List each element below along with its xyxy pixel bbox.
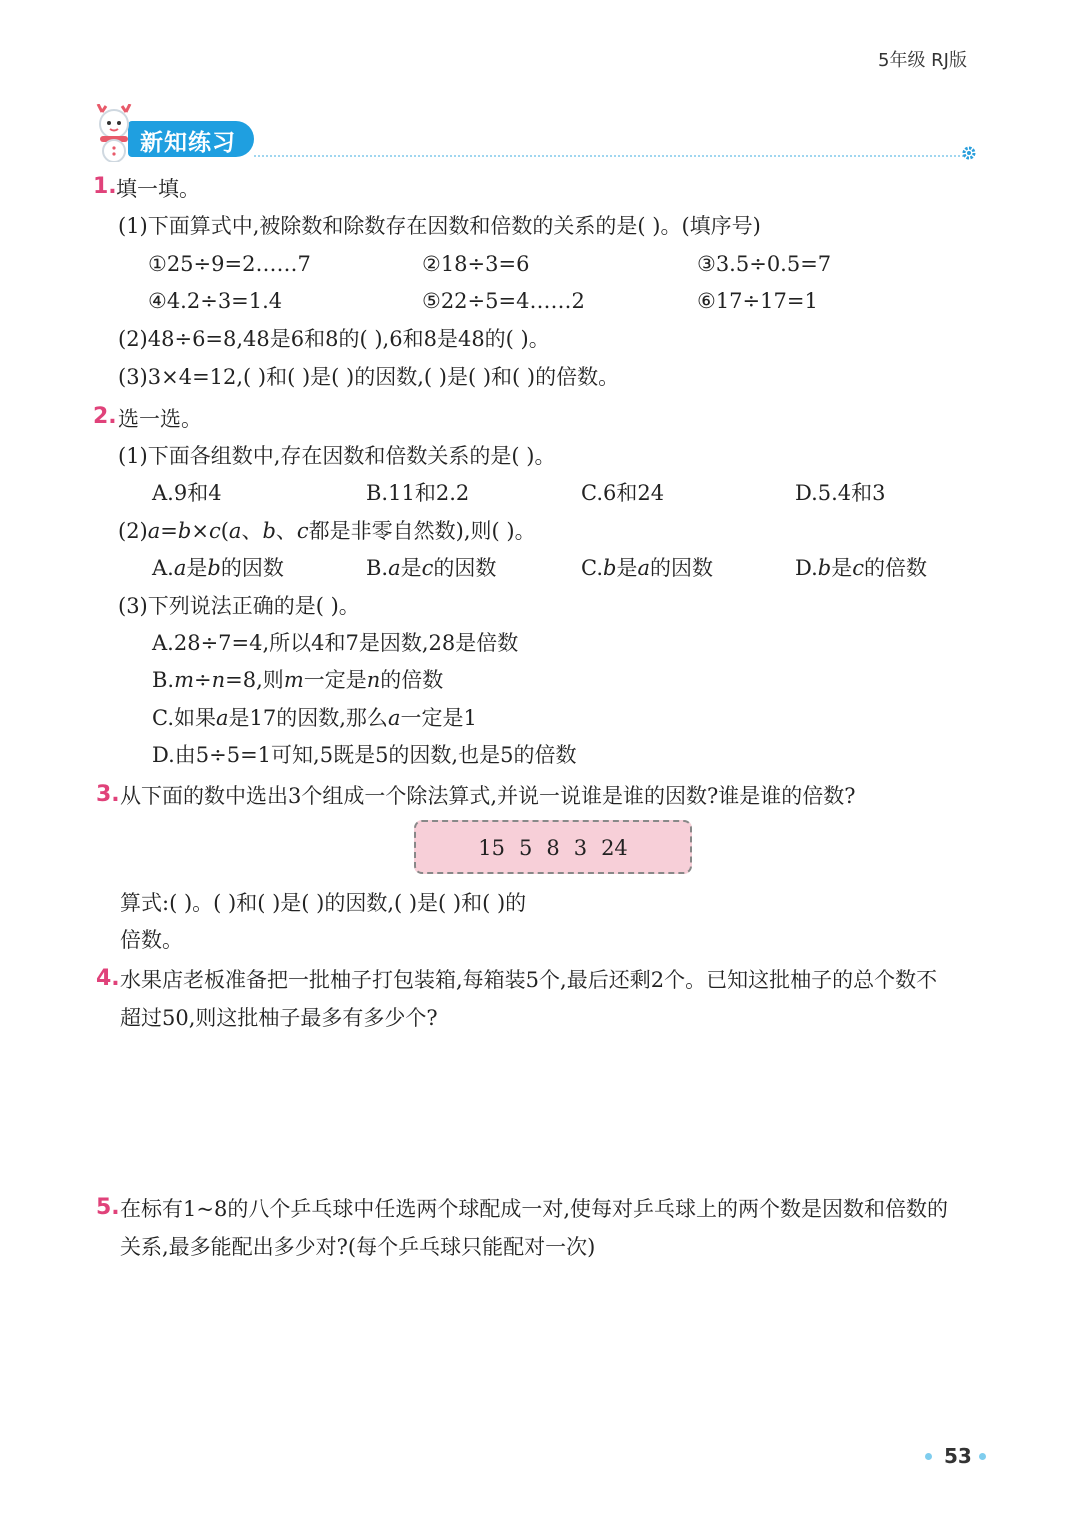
q2-option: D.5.4和3 [795,481,886,505]
q2-option: B.11和2.2 [366,481,470,505]
q5-text: 在标有1~8的八个乒乓球中任选两个球配成一对,使每对乒乓球上的两个数是因数和倍数的 [120,1197,948,1221]
q1-option: ④4.2÷3=1.4 [148,289,283,313]
question-number-3: 3. [96,782,120,807]
page-dot [925,1453,932,1460]
q3-answer-line: 倍数。 [120,928,183,952]
question-number-5: 5. [96,1195,120,1220]
number-item: 3 [573,836,588,860]
q1-part2: (2)48÷6=8,48是6和8的( ),6和8是48的( )。 [118,327,550,351]
number-list [414,834,692,862]
q2-title: 选一选。 [118,407,202,431]
q2-option: C.b是a的因数 [581,556,713,580]
q2-statement: C.如果a是17的因数,那么a一定是1 [152,706,477,730]
q3-answer-line: 算式:( )。( )和( )是( )的因数,( )是( )和( )的 [120,891,527,915]
section-title: 新知练习 [140,130,236,156]
q2-part1: (1)下面各组数中,存在因数和倍数关系的是( )。 [118,444,556,468]
page-dot [979,1453,986,1460]
q2-part2: (2)a=b×c(a、b、c都是非零自然数),则( )。 [118,519,536,543]
q2-statement: A.28÷7=4,所以4和7是因数,28是倍数 [152,631,519,655]
q4-text: 水果店老板准备把一批柚子打包装箱,每箱装5个,最后还剩2个。已知这批柚子的总个数不 [120,968,938,992]
q2-option: C.6和24 [581,481,665,505]
q1-option: ①25÷9=2……7 [148,252,311,276]
number-item: 5 [518,836,533,860]
q1-part1: (1)下面算式中,被除数和除数存在因数和倍数的关系的是( )。(填序号) [118,214,761,238]
q4-text: 超过50,则这批柚子最多有多少个? [120,1006,438,1030]
q5-text: 关系,最多能配出多少对?(每个乒乓球只能配对一次) [120,1235,596,1259]
q1-part3: (3)3×4=12,( )和( )是( )的因数,( )是( )和( )的倍数。 [118,365,620,389]
gear-icon [962,146,976,160]
question-number-1: 1. [93,174,117,199]
grade-label: 5年级 RJ版 [878,50,967,71]
q1-option: ②18÷3=6 [422,252,530,276]
q2-option: A.9和4 [152,481,222,505]
question-number-2: 2. [93,404,117,429]
q2-option: D.b是c的倍数 [795,556,927,580]
q1-title: 填一填。 [116,177,200,201]
section-divider [254,155,964,157]
page-number: 53 [944,1444,972,1468]
number-item: 8 [546,836,560,860]
question-number-4: 4. [96,966,120,991]
q2-option: B.a是c的因数 [366,556,497,580]
number-item: 24 [601,836,628,860]
q1-option: ③3.5÷0.5=7 [697,252,832,276]
q2-statement: B.m÷n=8,则m一定是n的倍数 [152,668,444,692]
snowman-mascot-icon [92,104,136,162]
q1-option: ⑤22÷5=4……2 [422,289,585,313]
q2-option: A.a是b的因数 [152,556,284,580]
q2-statement: D.由5÷5=1可知,5既是5的因数,也是5的倍数 [152,743,577,767]
number-item: 15 [478,836,505,860]
q2-part3: (3)下列说法正确的是( )。 [118,594,360,618]
q3-text: 从下面的数中选出3个组成一个除法算式,并说一说谁是谁的因数?谁是谁的倍数? [120,784,856,808]
q1-option: ⑥17÷17=1 [697,289,818,313]
